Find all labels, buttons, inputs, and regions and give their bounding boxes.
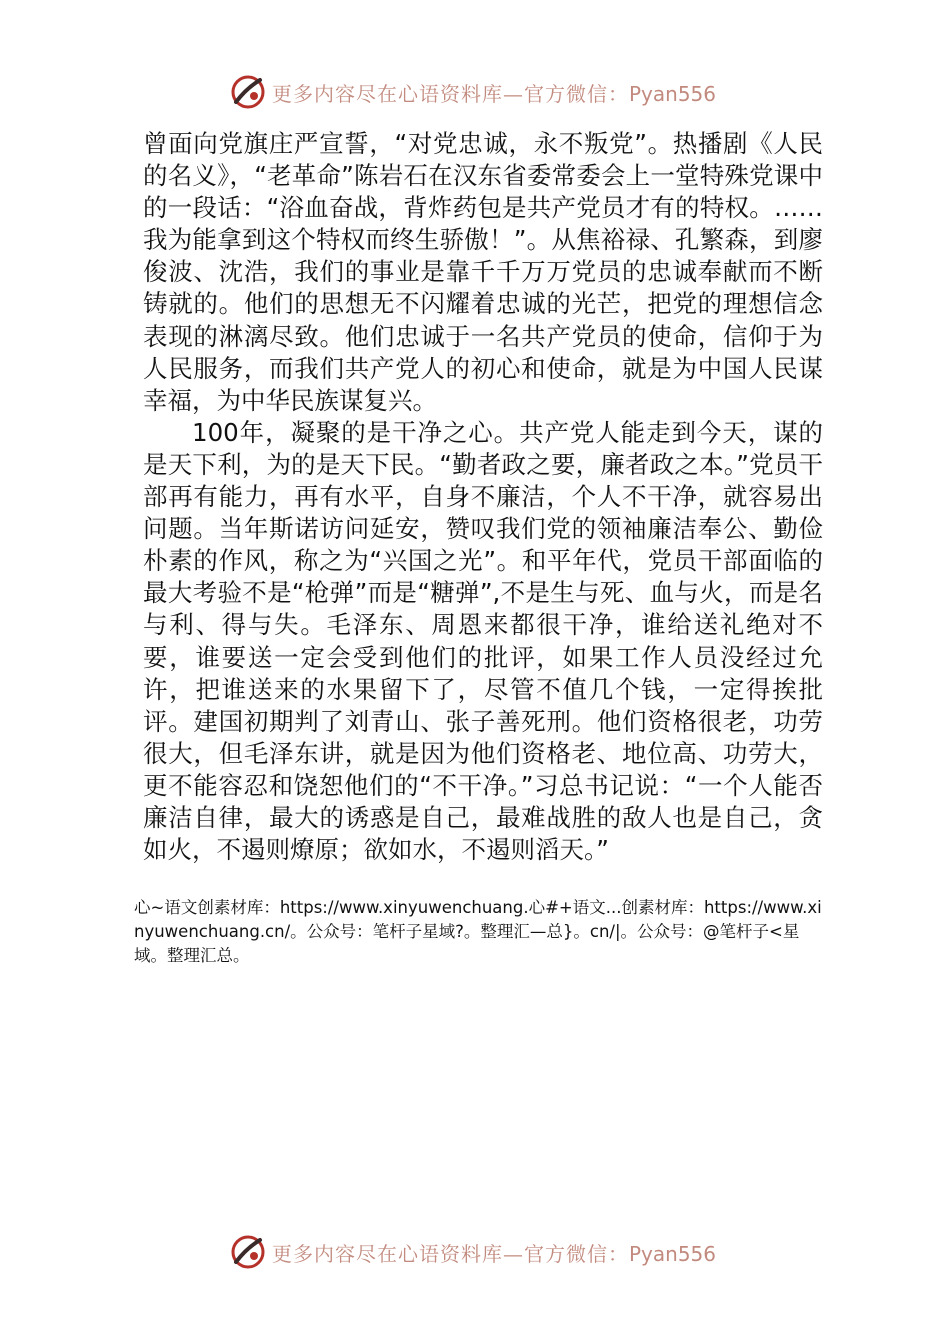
wechat-id: Pyan556 (629, 81, 717, 106)
source-note: 心~语文创素材库：https://www.xinyuwenchuang.心#+语文...创素材库：https://www.xinyuwenchuang.cn/。公众号：笔杆子星域?。整理汇—总}。cn/|。公众号：@笔杆子<星域。整理汇总。 (134, 898, 822, 965)
banner-text (272, 78, 716, 107)
paragraph-integrity: 100年，凝聚的是干净之心。共产党人能走到今天，谋的是天下利，为的是天下民。“勤者政之要，廉者政之本。”党员干部再有能力，再有水平，自身不廉洁，个人不干净，就容易出问题。当年斯诺访问延安，赞叹我们党的领袖廉洁奉公、勤俭朴素的作风，称之为“兴国之光”。和平年代，党员干部面临的最大考验不是“枪弹”而是“糖弹”,不是生与死、血与火，而是名与利、得与失。毛泽东、周恩来都很干净，谁给送礼绝对不要，谁要送一定会受到他们的批评，如果工作人员没经过允许，把谁送来的水果留下了，尽管不值几个钱，一定得挨批评。建国初期判了刘青山、张子善死刑。他们资格很老，功劳很大，但毛泽东讲，就是因为他们资格老、地位高、功劳大，更不能容忍和饶恕他们的“不干净。”习总书记说：“一个人能否廉洁自律，最大的诱惑是自己，最难战胜的敌人也是自己，贪如火，不遏则燎原；欲如水，不遏则滔天。” (143, 417, 823, 865)
banner-text (272, 1238, 716, 1267)
article-body (143, 128, 823, 866)
paragraph-loyalty: 曾面向党旗庄严宣誓，“对党忠诚，永不叛党”。热播剧《人民的名义》，“老革命”陈岩石在汉东省委常委会上一堂特殊党课中的一段话：“浴血奋战，背炸药包是共产党员才有的特权。……我为能拿到这个特权而终生骄傲！”。从焦裕禄、孔繁森，到廖俊波、沈浩，我们的事业是靠千千万万党员的忠诚奉献而不断铸就的。他们的思想无不闪耀着忠诚的光芒，把党的理想信念表现的淋漓尽致。他们忠诚于一名共产党员的使命，信仰于为人民服务，而我们共产党人的初心和使命，就是为中国人民谋幸福，为中华民族谋复兴。 (143, 129, 823, 415)
footer-banner (228, 1232, 748, 1272)
header-banner (228, 72, 748, 112)
brush-logo-icon (228, 72, 268, 112)
wechat-id: Pyan556 (629, 1241, 717, 1266)
brush-logo-icon (228, 1232, 268, 1272)
banner-title: 更多内容尽在心语资料库—官方微信： (272, 1241, 629, 1266)
banner-title: 更多内容尽在心语资料库—官方微信： (272, 81, 629, 106)
